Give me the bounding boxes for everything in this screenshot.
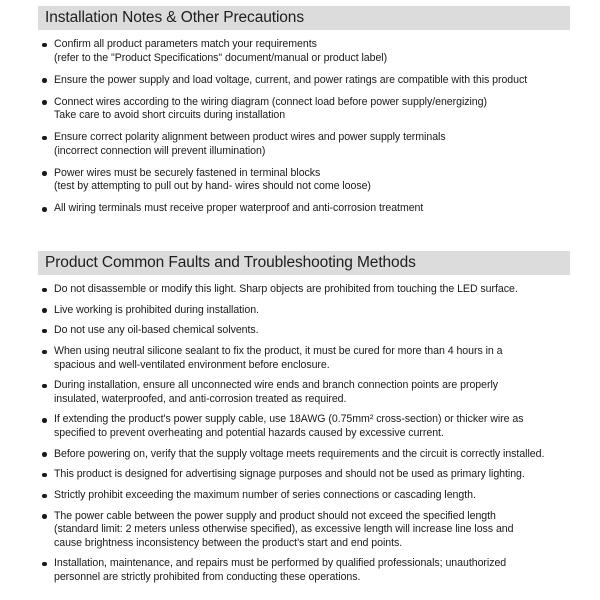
list-item-text: All wiring terminals must receive proper waterproof and anti-corrosion treatment xyxy=(54,202,424,215)
list-item-text: Ensure the power supply and load voltage, current, and power ratings are compatible with this product xyxy=(54,73,528,86)
list-item xyxy=(38,283,570,297)
bullet-dot-icon xyxy=(42,136,47,141)
list-item-text: Strictly prohibit exceeding the maximum number of series connections or cascading length. xyxy=(54,489,476,501)
list-item-text: specified to prevent overheating and potential hazards caused by excessive current. xyxy=(54,426,444,439)
installation-notes-heading: Installation Notes & Other Precautions xyxy=(38,6,570,30)
list-item xyxy=(38,96,570,123)
list-item-text: spacious and well-ventilated environment before enclosure. xyxy=(54,358,330,371)
list-item-text: Do not use any oil-based chemical solvents. xyxy=(54,324,259,337)
bullet-dot-icon xyxy=(42,78,47,83)
list-item-text: Connect wires according to the wiring diagram (connect load before power supply/energizing) xyxy=(54,95,487,108)
list-item-text: (test by attempting to pull out by hand- wires should not come loose) xyxy=(54,180,371,193)
bullet-dot-icon xyxy=(42,418,47,423)
bullet-dot-icon xyxy=(42,43,47,48)
bullet-dot-icon xyxy=(42,100,47,105)
list-item xyxy=(38,489,570,503)
bullet-dot-icon xyxy=(42,329,47,334)
bullet-dot-icon xyxy=(42,514,47,519)
list-item-text: cause brightness inconsistency between the product's start and end points. xyxy=(54,536,403,549)
list-item-text: Take care to avoid short circuits during installation xyxy=(54,109,286,122)
list-item xyxy=(38,304,570,318)
bullet-dot-icon xyxy=(42,288,47,293)
bullet-dot-icon xyxy=(42,171,47,176)
list-item-text: (incorrect connection will prevent illumination) xyxy=(54,144,266,157)
list-item-text: personnel are strictly prohibited from conducting these operations. xyxy=(54,570,361,583)
bullet-dot-icon xyxy=(42,494,47,499)
list-item-text: Ensure correct polarity alignment between product wires and power supply terminals xyxy=(54,131,446,144)
bullet-dot-icon xyxy=(42,308,47,313)
installation-notes-section xyxy=(38,6,570,225)
bullet-dot-icon xyxy=(42,562,47,567)
list-item xyxy=(38,557,570,584)
troubleshooting-section xyxy=(38,251,570,592)
list-item-text: Live working is prohibited during installation. xyxy=(54,303,259,316)
list-item-text: The power cable between the power supply and product should not exceed the specified length xyxy=(54,509,496,522)
list-item xyxy=(38,167,570,194)
list-item xyxy=(38,202,570,216)
list-item xyxy=(38,413,570,440)
list-item-text: This product is designed for advertising signage purposes and should not be used as primary lighting. xyxy=(54,468,525,481)
list-item-text: If extending the product's power supply cable, use 18AWG (0.75mm² cross-section) or thicker wire as xyxy=(54,413,524,426)
installation-notes-list xyxy=(38,38,570,216)
list-item xyxy=(38,510,570,551)
list-item xyxy=(38,74,570,88)
list-item xyxy=(38,379,570,406)
list-item xyxy=(38,38,570,65)
list-item-text: Confirm all product parameters match your requirements xyxy=(54,38,317,50)
list-item-text: Before powering on, verify that the supply voltage meets requirements and the circuit is correctly installed. xyxy=(54,447,545,460)
list-item-text: Do not disassemble or modify this light. Sharp objects are prohibited from touching the LED surface. xyxy=(54,283,518,295)
bullet-dot-icon xyxy=(42,384,47,389)
bullet-dot-icon xyxy=(42,452,47,457)
troubleshooting-list xyxy=(38,283,570,584)
list-item xyxy=(38,324,570,338)
list-item-text: Power wires must be securely fastened in terminal blocks xyxy=(54,166,321,179)
list-item xyxy=(38,468,570,482)
list-item xyxy=(38,345,570,372)
list-item xyxy=(38,131,570,158)
list-item-text: During installation, ensure all unconnected wire ends and branch connection points are properly xyxy=(54,379,498,392)
list-item-text: (refer to the "Product Specifications" document/manual or product label) xyxy=(54,51,388,64)
bullet-dot-icon xyxy=(42,207,47,212)
list-item xyxy=(38,448,570,462)
list-item-text: (standard limit: 2 meters unless otherwise specified), as excessive length will increase line loss and xyxy=(54,523,514,536)
bullet-dot-icon xyxy=(42,473,47,478)
list-item-text: insulated, waterproofed, and anti-corrosion treated as required. xyxy=(54,392,347,405)
list-item-text: When using neutral silicone sealant to fix the product, it must be cured for more than 4 hours in a xyxy=(54,345,503,358)
bullet-dot-icon xyxy=(42,350,47,355)
list-item-text: Installation, maintenance, and repairs must be performed by qualified professionals; unauthorized xyxy=(54,557,507,570)
troubleshooting-heading: Product Common Faults and Troubleshooting Methods xyxy=(38,251,570,275)
